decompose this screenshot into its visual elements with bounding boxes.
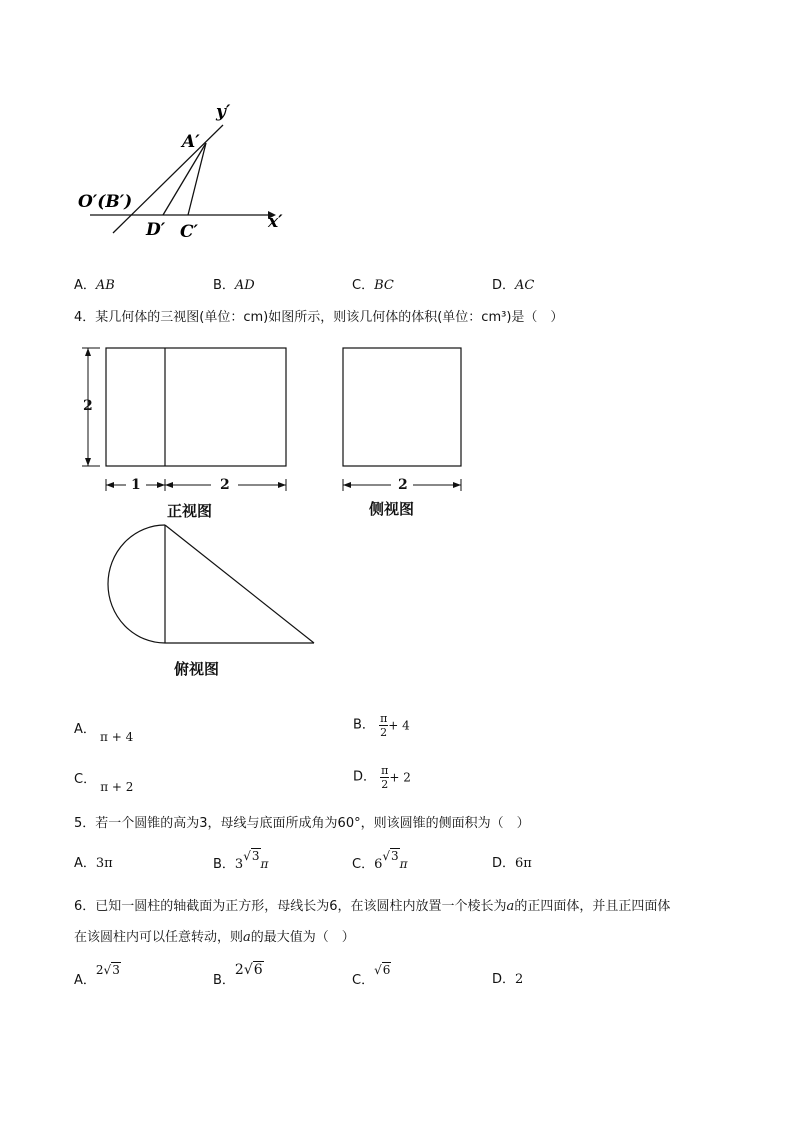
q4-stem: 4．某几何体的三视图(单位：cm)如图所示，则该几何体的体积(单位：cm³)是（ ） bbox=[74, 310, 564, 325]
option-key: A． bbox=[74, 856, 96, 871]
fraction-pi-over-2 bbox=[380, 764, 389, 791]
denominator: 2 bbox=[381, 778, 389, 791]
radicand: 6 bbox=[253, 962, 263, 978]
q6-text: 在该圆柱内可以任意转动，则 bbox=[74, 930, 244, 945]
fraction-pi-over-2 bbox=[379, 712, 388, 739]
option-value: π + 2 bbox=[100, 780, 134, 794]
q6-option-b[interactable] bbox=[213, 962, 264, 988]
option-rest: + 4 bbox=[388, 718, 410, 733]
option-key: B． bbox=[213, 973, 235, 988]
front-view-dim-right: 2 bbox=[220, 477, 230, 493]
label-x-prime: x′ bbox=[268, 212, 283, 232]
option-key: A． bbox=[74, 973, 96, 988]
coefficient: 6 bbox=[374, 857, 383, 872]
sqrt-3: √3 bbox=[382, 849, 399, 863]
option-key: D． bbox=[492, 856, 516, 871]
option-value: 6π bbox=[515, 856, 532, 871]
denominator: 2 bbox=[380, 726, 388, 739]
q5-option-b[interactable] bbox=[213, 849, 269, 873]
option-value: 3π bbox=[95, 856, 113, 871]
option-key: B． bbox=[353, 717, 375, 733]
q5-stem: 5．若一个圆锥的高为3，母线与底面所成角为60°，则该圆锥的侧面积为（ ） bbox=[74, 816, 530, 831]
q6-text: 的最大值为（ ） bbox=[250, 930, 355, 945]
q4-front-view bbox=[76, 338, 296, 498]
q4-side-view bbox=[335, 338, 475, 498]
option-key: C． bbox=[352, 973, 375, 988]
q4-option-a[interactable] bbox=[74, 722, 133, 746]
sqrt-6: √6 bbox=[374, 963, 391, 977]
sqrt-6: √6 bbox=[243, 962, 263, 978]
side-view-dim-width: 2 bbox=[398, 477, 408, 493]
option-key: B． bbox=[213, 278, 235, 293]
pi-symbol: π bbox=[260, 857, 269, 871]
option-key: D． bbox=[492, 278, 516, 293]
option-rest: + 2 bbox=[389, 770, 411, 785]
q6-text: 6．已知一圆柱的轴截面为正方形，母线长为6，在该圆柱内放置一个棱长为 bbox=[74, 899, 507, 914]
q6-stem-line1 bbox=[74, 899, 670, 915]
q6-text: 的正四面体，并且正四面体 bbox=[514, 899, 671, 914]
q3-option-c[interactable] bbox=[352, 278, 394, 294]
option-key: C． bbox=[352, 857, 375, 872]
coefficient: 3 bbox=[234, 857, 244, 872]
option-value: AC bbox=[515, 278, 535, 293]
q3-option-b[interactable] bbox=[213, 278, 255, 294]
sqrt-3: √3 bbox=[103, 963, 120, 977]
option-key: C． bbox=[74, 772, 97, 787]
option-key: B． bbox=[213, 857, 235, 872]
option-value: 2 bbox=[515, 972, 524, 987]
var-a: a bbox=[506, 899, 515, 914]
q6-option-d[interactable] bbox=[492, 972, 523, 988]
q5-option-c[interactable] bbox=[352, 849, 408, 873]
option-value: BC bbox=[374, 278, 394, 293]
label-d-prime: D′ bbox=[146, 220, 166, 240]
option-key: D． bbox=[492, 972, 516, 987]
option-value: AB bbox=[95, 278, 115, 293]
label-a-prime: A′ bbox=[182, 132, 200, 152]
top-view-caption: 俯视图 bbox=[174, 660, 220, 678]
q6-option-a[interactable] bbox=[74, 962, 121, 988]
option-key: D． bbox=[353, 769, 377, 785]
q3-figure bbox=[70, 95, 310, 255]
radicand: 6 bbox=[382, 963, 391, 977]
numerator: π bbox=[380, 712, 388, 725]
label-y-prime: y′ bbox=[216, 102, 231, 122]
coefficient: 2 bbox=[234, 962, 244, 978]
front-view-drawing bbox=[76, 338, 296, 498]
label-c-prime: C′ bbox=[180, 222, 199, 242]
label-o-prime-b-prime: O′(B′) bbox=[78, 192, 133, 212]
front-view-dim-height: 2 bbox=[83, 398, 93, 414]
q3-option-d[interactable] bbox=[492, 278, 534, 294]
option-value: AD bbox=[234, 278, 255, 293]
numerator: π bbox=[381, 764, 389, 777]
front-view-dim-left: 1 bbox=[131, 477, 141, 493]
q6-stem-line2 bbox=[74, 930, 355, 946]
sqrt-3: √3 bbox=[243, 849, 260, 863]
front-view-caption: 正视图 bbox=[167, 502, 213, 520]
q5-option-a[interactable] bbox=[74, 856, 113, 872]
q4-option-b[interactable] bbox=[353, 712, 410, 739]
var-a: a bbox=[243, 930, 251, 945]
option-key: A． bbox=[74, 278, 96, 293]
option-key: A． bbox=[74, 722, 96, 737]
radicand: 3 bbox=[251, 849, 260, 863]
radicand: 3 bbox=[112, 963, 120, 977]
pi-symbol: π bbox=[399, 857, 408, 871]
top-view-drawing bbox=[100, 520, 325, 650]
oblique-coordinate-diagram bbox=[70, 95, 310, 255]
side-view-drawing bbox=[335, 338, 475, 498]
q4-option-d[interactable] bbox=[353, 764, 411, 791]
side-view-caption: 侧视图 bbox=[369, 500, 415, 518]
q5-option-d[interactable] bbox=[492, 856, 532, 872]
radicand: 3 bbox=[391, 849, 399, 863]
option-value: π + 4 bbox=[100, 730, 134, 744]
q3-option-a[interactable] bbox=[74, 278, 115, 294]
q4-top-view bbox=[100, 520, 325, 650]
option-key: C． bbox=[352, 278, 375, 293]
coefficient: 2 bbox=[95, 963, 104, 977]
q6-option-c[interactable] bbox=[352, 962, 391, 988]
q4-option-c[interactable] bbox=[74, 772, 133, 796]
